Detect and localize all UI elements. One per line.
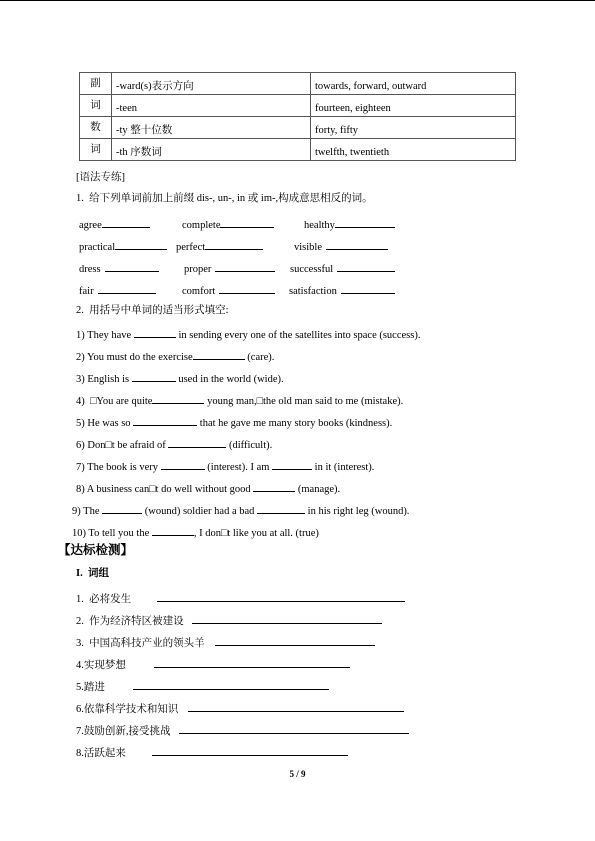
q2-item — [76, 392, 403, 409]
answer-blank — [215, 260, 275, 272]
q2-text: 1) They have — [76, 330, 134, 341]
answer-blank — [157, 590, 405, 602]
examples-cell: twelfth, twentieth — [311, 139, 516, 161]
q2-text: 5) He was so — [76, 418, 134, 429]
answer-blank — [98, 282, 156, 294]
q1-word: healthy — [304, 220, 335, 231]
q2-text: 6) Don□t be afraid of — [76, 440, 169, 451]
q2-item — [76, 436, 272, 453]
q2-text: 8) A business can□t do well without good — [76, 484, 254, 495]
answer-blank — [179, 722, 409, 734]
answer-blank — [205, 238, 263, 250]
q2-title: 2. 用括号中单词的适当形式填空: — [76, 305, 229, 316]
phrase-item — [76, 612, 382, 629]
examples-cell: fourteen, eighteen — [311, 95, 516, 117]
q2-text: that he gave me many story books (kindness). — [197, 418, 393, 429]
suffix-cell: -ty 整十位数 — [112, 117, 311, 139]
page-number: 5 / 9 — [289, 769, 306, 779]
suffix-table — [79, 72, 516, 161]
q2-text: (difficult). — [226, 440, 273, 451]
phrase-item — [76, 656, 350, 673]
answer-blank — [133, 678, 329, 690]
answer-blank — [337, 260, 395, 272]
phrase-item — [76, 634, 375, 651]
q2-text: (manage). — [295, 484, 341, 495]
answer-blank — [272, 458, 312, 470]
q2-text: 9) The — [72, 506, 103, 517]
answer-blank — [188, 700, 404, 712]
suffix-cell: -teen — [112, 95, 311, 117]
phrase-text: 4.实现梦想 — [76, 660, 126, 671]
table-row — [80, 139, 516, 161]
q1-word-item — [182, 216, 274, 233]
answer-blank — [105, 260, 159, 272]
q1-word-item — [294, 238, 388, 255]
answer-blank — [134, 326, 176, 338]
answer-blank — [219, 282, 275, 294]
examples-cell: forty, fifty — [311, 117, 516, 139]
suffix-cell: -th 序数词 — [112, 139, 311, 161]
q2-text: in his right leg (wound). — [305, 506, 410, 517]
answer-blank — [192, 612, 382, 624]
answer-blank — [215, 634, 375, 646]
q2-text: young man,□the old man said to me (mistake). — [204, 396, 404, 407]
q1-word-item — [79, 238, 167, 255]
q2-item — [76, 326, 420, 343]
examples-cell: towards, forward, outward — [311, 73, 516, 95]
section-title: 【达标检测】 — [58, 542, 134, 557]
table-row — [80, 95, 516, 117]
q2-text: in sending every one of the satellites into space (success). — [175, 330, 421, 341]
phrase-item — [76, 590, 405, 607]
q2-text: 7) The book is very — [76, 462, 161, 473]
q2-item — [72, 524, 319, 541]
answer-blank — [102, 216, 150, 228]
phrase-text: 8.活跃起来 — [76, 748, 126, 759]
phrase-text: 6.依靠科学技术和知识 — [76, 704, 179, 715]
q1-word-item — [304, 216, 395, 233]
top-rule — [0, 0, 595, 1]
category-cell: 词 — [80, 139, 112, 161]
q2-item — [72, 502, 409, 519]
answer-blank — [102, 502, 142, 514]
answer-blank — [253, 480, 295, 492]
phrase-item — [76, 722, 409, 739]
q1-word-item — [289, 282, 395, 299]
answer-blank — [161, 458, 205, 470]
q1-word-item — [79, 282, 156, 299]
phrase-text: 1. 必将发生 — [76, 594, 132, 605]
answer-blank — [154, 656, 350, 668]
answer-blank — [220, 216, 274, 228]
q2-text: 2) You must do the exercise — [76, 352, 193, 363]
q1-word-item — [290, 260, 395, 277]
q1-word-item — [184, 260, 275, 277]
q1-word: dress — [79, 264, 101, 275]
q1-word: practical — [79, 242, 116, 253]
answer-blank — [152, 392, 204, 404]
q2-item — [76, 370, 284, 387]
answer-blank — [132, 370, 176, 382]
q1-word-item — [182, 282, 275, 299]
q2-text: (wound) soldier had a bad — [142, 506, 258, 517]
table-row — [80, 117, 516, 139]
q1-title: 1. 给下列单词前加上前缀 dis-, un-, in 或 im-,构成意思相反的词。 — [76, 193, 373, 204]
suffix-cell: -ward(s)表示方向 — [112, 73, 311, 95]
answer-blank — [335, 216, 395, 228]
q1-word-item — [79, 216, 150, 233]
phrase-text: 2. 作为经济特区被建设 — [76, 616, 184, 627]
answer-blank — [193, 348, 245, 360]
q2-item — [76, 458, 374, 475]
q1-word: fair — [79, 286, 94, 297]
answer-blank — [115, 238, 167, 250]
q1-word: successful — [290, 264, 334, 275]
q1-word: satisfaction — [289, 286, 337, 297]
q1-word-item — [176, 238, 263, 255]
q2-text: used in the world (wide). — [175, 374, 284, 385]
grammar-practice-heading: [语法专练] — [76, 172, 125, 183]
q1-word-item — [79, 260, 159, 277]
phrase-text: 5.踏进 — [76, 682, 105, 693]
q1-word: visible — [294, 242, 322, 253]
answer-blank — [257, 502, 305, 514]
q2-text: (interest). I am — [204, 462, 273, 473]
q2-text: , I don□t like you at all. (true) — [193, 528, 319, 539]
q2-item — [76, 414, 392, 431]
phrase-item — [76, 700, 404, 717]
q1-word: agree — [79, 220, 102, 231]
q2-text: 10) To tell you the — [72, 528, 152, 539]
answer-blank — [326, 238, 388, 250]
answer-blank — [152, 524, 194, 536]
q1-word: comfort — [182, 286, 216, 297]
category-cell: 词 — [80, 95, 112, 117]
q2-text: 4) □You are quite — [76, 396, 153, 407]
q2-item — [76, 480, 340, 497]
q1-word: complete — [182, 220, 221, 231]
answer-blank — [152, 744, 348, 756]
answer-blank — [341, 282, 395, 294]
q2-text: in it (interest). — [312, 462, 375, 473]
phrase-text: 3. 中国高科技产业的领头羊 — [76, 638, 205, 649]
q1-word: proper — [184, 264, 212, 275]
answer-blank — [168, 436, 226, 448]
phrase-text: 7.鼓励创新,接受挑战 — [76, 726, 171, 737]
q1-word: perfect — [176, 242, 206, 253]
phrase-item — [76, 744, 348, 761]
q2-text: 3) English is — [76, 374, 132, 385]
phrase-item — [76, 678, 329, 695]
q2-text: (care). — [244, 352, 275, 363]
category-cell: 副 — [80, 73, 112, 95]
part1-title: I. 词组 — [76, 568, 109, 579]
q2-item — [76, 348, 274, 365]
category-cell: 数 — [80, 117, 112, 139]
answer-blank — [133, 414, 197, 426]
table-row — [80, 73, 516, 95]
